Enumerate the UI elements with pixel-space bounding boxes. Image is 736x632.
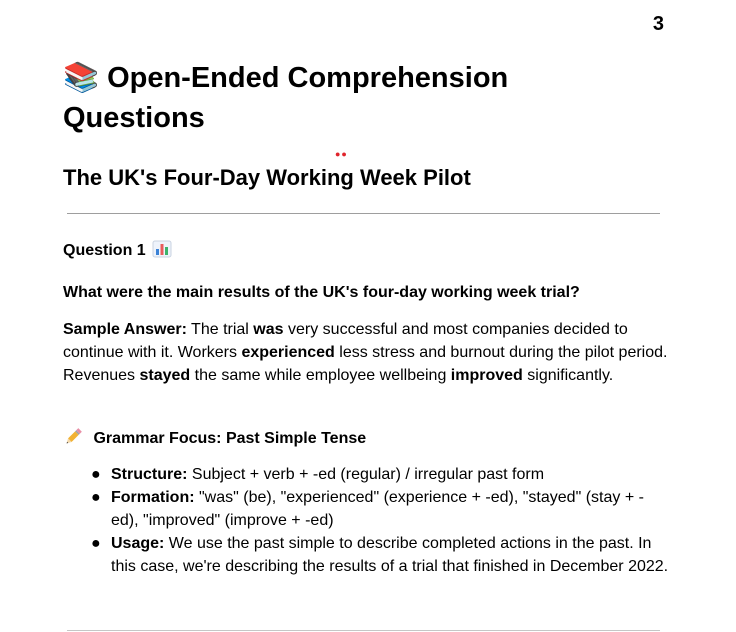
list-item-label: Formation: [111, 489, 195, 506]
pencil-icon [63, 427, 83, 447]
divider [67, 213, 660, 214]
page-number: 3 [652, 13, 664, 35]
question-text: What were the main results of the UK's four-day working week trial? [63, 284, 580, 301]
bullet-icon: ● [91, 535, 101, 552]
list-item-text: We use the past simple to describe completed actions in the past. In this case, we're describing the results of a trial that finished in December 2022. [111, 535, 669, 575]
grammar-focus-title: Grammar Focus: Past Simple Tense [93, 430, 367, 447]
list-item [91, 486, 671, 532]
answer-text: significantly. [522, 367, 614, 384]
books-icon: 📚 [63, 62, 100, 94]
answer-key-verb: stayed [139, 367, 191, 384]
answer-key-verb: was [253, 321, 284, 338]
grammar-focus-heading [63, 427, 366, 450]
list-item-label: Usage: [111, 535, 165, 552]
list-item-text: Subject + verb + -ed (regular) / irregular past form [187, 466, 545, 483]
sample-answer [63, 318, 668, 387]
question-heading-text: Question 1 [63, 242, 146, 259]
divider [67, 630, 660, 631]
sample-answer-label: Sample Answer: [63, 321, 187, 338]
answer-key-verb: improved [450, 367, 523, 384]
document-subtitle: The UK's Four-Day Working Week Pilot [63, 165, 471, 190]
question-heading [63, 240, 172, 262]
answer-text: The trial [186, 321, 254, 338]
bar-chart-icon [152, 240, 172, 258]
list-item-text: "was" (be), "experienced" (experience + -ed), "stayed" (stay + -ed), "improved" (improve + -ed) [111, 489, 644, 529]
list-item [91, 532, 671, 578]
marker-dots: ●● [335, 149, 348, 159]
answer-text: the same while employee wellbeing [190, 367, 451, 384]
document-title [63, 58, 623, 138]
bullet-icon: ● [91, 489, 101, 506]
answer-key-verb: experienced [241, 344, 335, 361]
grammar-focus-list [91, 463, 671, 578]
list-item [91, 463, 671, 486]
bullet-icon: ● [91, 466, 101, 483]
answer-text: very successful and most companies decided to continue with it. Workers [63, 321, 628, 361]
answer-text: less stress and burnout during the pilot period. Revenues [63, 344, 668, 384]
list-item-label: Structure: [111, 466, 188, 483]
document-title-text: Open-Ended Comprehension Questions [63, 62, 509, 134]
